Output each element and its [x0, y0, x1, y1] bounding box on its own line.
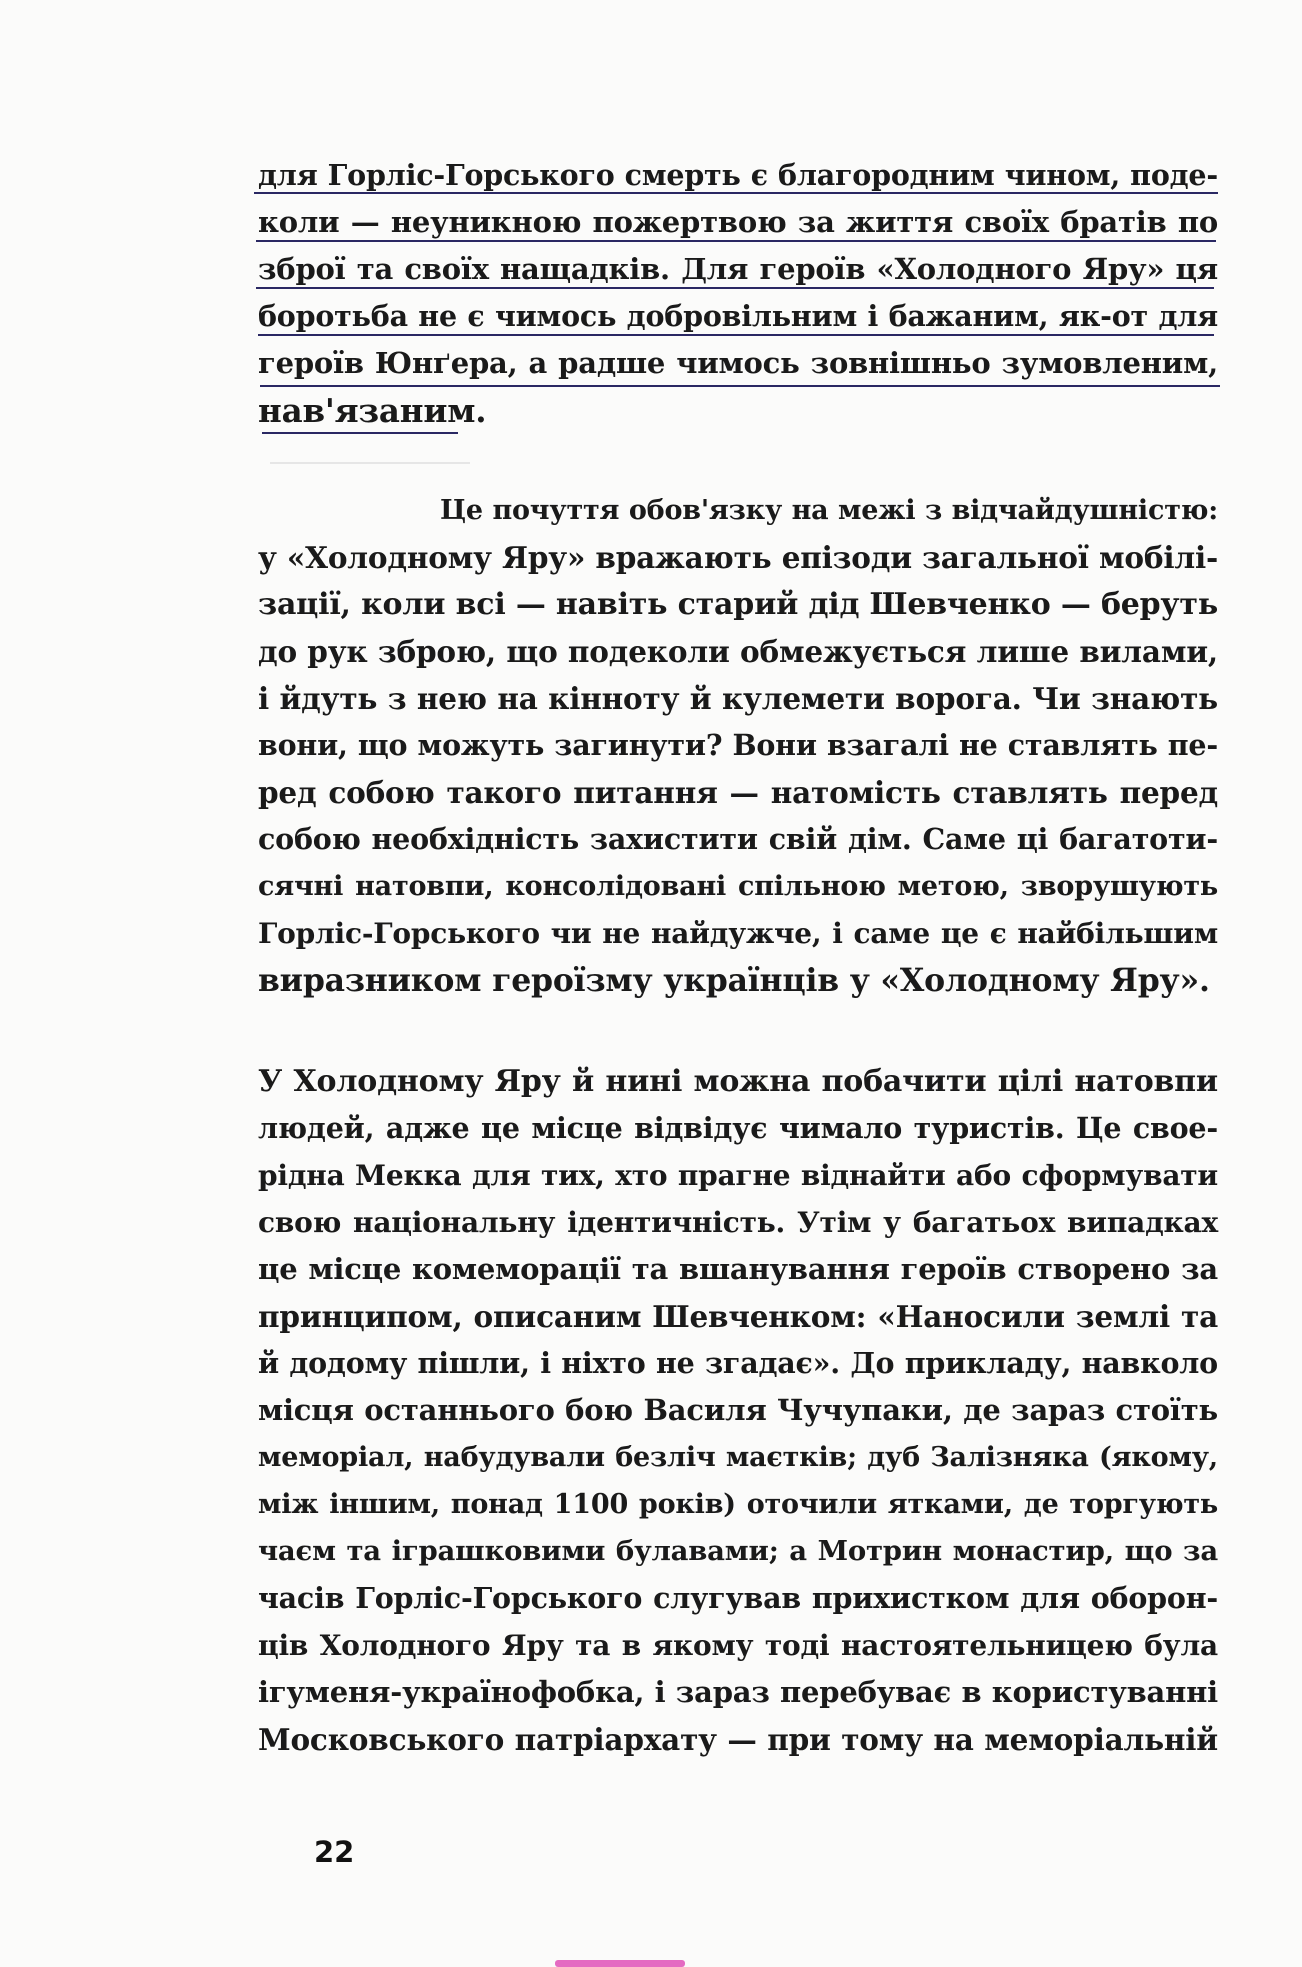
paper-mark — [270, 462, 470, 464]
pen-underline — [256, 287, 1214, 289]
text-line: зації, коли всі — навіть старий дід Шевченко — беруть — [258, 587, 1218, 622]
text-line: боротьба не є чимось добровільним і бажаним, як-от для — [258, 299, 1218, 333]
text-line: ігуменя-українофобка, і зараз перебуває в користуванні — [258, 1675, 1218, 1709]
pen-underline — [254, 192, 1218, 194]
text-line: між іншим, понад 1100 років) оточили ятками, де торгують — [258, 1489, 1218, 1520]
paragraph — [258, 487, 1218, 1004]
text-line: виразником героїзму українців у «Холодному Яру». — [258, 962, 1210, 999]
text-line: свою національну ідентичність. Утім у багатьох випадках — [258, 1206, 1218, 1239]
paragraph-underlined — [258, 152, 1218, 434]
text-line: вони, що можуть загинути? Вони взагалі не ставлять пе- — [258, 728, 1218, 762]
text-line: людей, адже це місце відвідує чимало туристів. Це свое- — [258, 1111, 1218, 1145]
text-line: для Горліс-Горського смерть є благородним чином, поде- — [258, 158, 1218, 192]
text-line: у «Холодному Яру» вражають епізоди загальної мобілі- — [258, 540, 1218, 575]
text-line: рідна Мекка для тих, хто прагне віднайти або сформувати — [258, 1159, 1218, 1192]
paragraph — [258, 1058, 1218, 1763]
text-line: це місце комеморації та вшанування героїв створено за — [258, 1252, 1218, 1286]
text-line: ців Холодного Яру та в якому тоді настоятельницею була — [258, 1629, 1218, 1662]
text-line: й додому пішли, і ніхто не згадає». До прикладу, навколо — [258, 1346, 1218, 1380]
text-line: Це почуття обов'язку на межі з відчайдушністю: — [440, 495, 1218, 526]
text-line: сячні натовпи, консолідовані спільною метою, зворушують — [258, 871, 1218, 902]
page-number: 22 — [314, 1835, 355, 1869]
bookmark-ribbon — [555, 1960, 685, 1967]
text-line: коли — неуникною пожертвою за життя своїх братів по — [258, 205, 1218, 239]
text-line: і йдуть з нею на кінноту й кулемети ворога. Чи знають — [258, 681, 1218, 716]
text-line: Московського патріархату — при тому на меморіальній — [258, 1722, 1218, 1757]
text-line: до рук зброю, що подеколи обмежується лише вилами, — [258, 634, 1218, 669]
text-line: зброї та своїх нащадків. Для героїв «Холодного Яру» ця — [258, 252, 1218, 286]
text-line: У Холодному Яру й нині можна побачити цілі натовпи — [258, 1064, 1218, 1099]
pen-underline — [256, 240, 1216, 242]
text-line: чаєм та іграшковими булавами; а Мотрин монастир, що за — [258, 1535, 1218, 1567]
text-line: ред собою такого питання — натомість ставлять перед — [258, 775, 1218, 810]
text-line: собою необхідність захистити свій дім. Саме ці багатоти- — [258, 822, 1218, 856]
text-line: меморіал, набудували безліч маєтків; дуб Залізняка (якому, — [258, 1442, 1218, 1473]
pen-underline — [258, 334, 1214, 336]
text-line: принципом, описаним Шевченком: «Наносили землі та — [258, 1299, 1218, 1334]
text-line: Горліс-Горського чи не найдужче, і саме це є найбільшим — [258, 917, 1218, 950]
text-line: часів Горліс-Горського слугував прихистком для оборон- — [258, 1581, 1218, 1615]
text-line: героїв Юнґера, а радше чимось зовнішньо зумовленим, — [258, 346, 1218, 380]
pen-underline — [262, 432, 458, 434]
pen-underline — [260, 385, 1220, 387]
text-line: нав'язаним. — [258, 391, 487, 430]
text-line: місця останнього бою Василя Чучупаки, де зараз стоїть — [258, 1393, 1218, 1427]
